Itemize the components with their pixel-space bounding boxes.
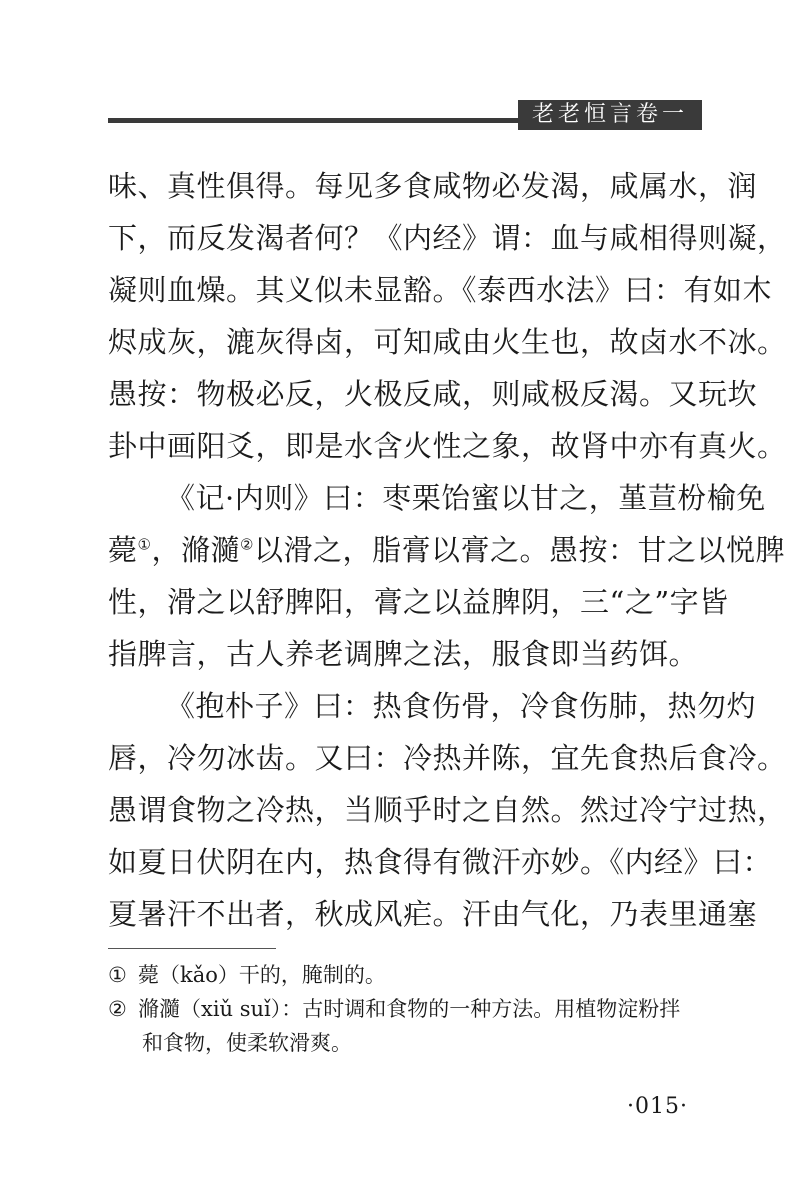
text-line: 味、真性俱得。每见多食咸物必发渴，咸属水，润 xyxy=(108,169,758,203)
paragraph-start-line: 《记·内则》曰：枣栗饴蜜以甘之，堇荁枌榆免 xyxy=(166,481,766,515)
text-segment: ，滫瀡 xyxy=(151,533,240,567)
footnote-ref-2: ② xyxy=(239,535,254,554)
text-line: 烬成灰，漉灰得卤，可知咸由火生也，故卤水不冰。 xyxy=(108,325,787,359)
text-line: 如夏日伏阴在内，热食得有微汗亦妙。《内经》曰： xyxy=(108,845,773,879)
footnote-text: 滫瀡（xiǔ suǐ）：古时调和食物的一种方法。用植物淀粉拌 xyxy=(138,997,681,1021)
footnotes xyxy=(108,958,708,1060)
text-line: 愚谓食物之冷热，当顺乎时之自然。然过冷宁过热， xyxy=(108,793,787,827)
text-segment: 以滑之，脂膏以膏之。愚按：甘之以悦脾 xyxy=(253,533,785,567)
footnote-marker: ① xyxy=(108,963,127,987)
text-line: 下，而反发渴者何？《内经》谓：血与咸相得则凝， xyxy=(108,221,787,255)
footnote-2-continuation: 和食物，使柔软滑爽。 xyxy=(142,1031,352,1055)
text-line: 指脾言，古人养老调脾之法，服食即当药饵。 xyxy=(108,637,699,671)
text-line: 愚按：物极必反，火极反咸，则咸极反渴。又玩坎 xyxy=(108,377,758,411)
footnote-divider xyxy=(108,948,276,949)
paragraph-start-line: 《抱朴子》曰：热食伤骨，冷食伤肺，热勿灼 xyxy=(166,689,757,723)
body-text xyxy=(108,160,787,940)
text-line: 性，滑之以舒脾阳，膏之以益脾阴，三“之”字皆 xyxy=(108,585,729,619)
text-line: 凝则血燥。其义似未显豁。《泰西水法》曰：有如木 xyxy=(108,273,773,307)
running-header: 老老恒言卷一 xyxy=(518,100,702,130)
footnote-ref-1: ① xyxy=(137,535,152,554)
footnote-text: 薨（kǎo）干的，腌制的。 xyxy=(138,963,386,987)
footnote-1 xyxy=(108,958,708,992)
text-line: 唇，冷勿冰齿。又曰：冷热并陈，宜先食热后食冷。 xyxy=(108,741,787,775)
text-segment: 薨 xyxy=(108,533,138,567)
page-number: ·015· xyxy=(627,1094,688,1119)
text-line: 卦中画阳爻，即是水含火性之象，故肾中亦有真火。 xyxy=(108,429,787,463)
footnote-marker: ② xyxy=(108,997,127,1021)
text-line: 夏暑汗不出者，秋成风疟。汗由气化，乃表里通塞 xyxy=(108,897,758,931)
footnote-2 xyxy=(108,992,708,1026)
text-line-with-footnote-refs xyxy=(108,524,785,576)
